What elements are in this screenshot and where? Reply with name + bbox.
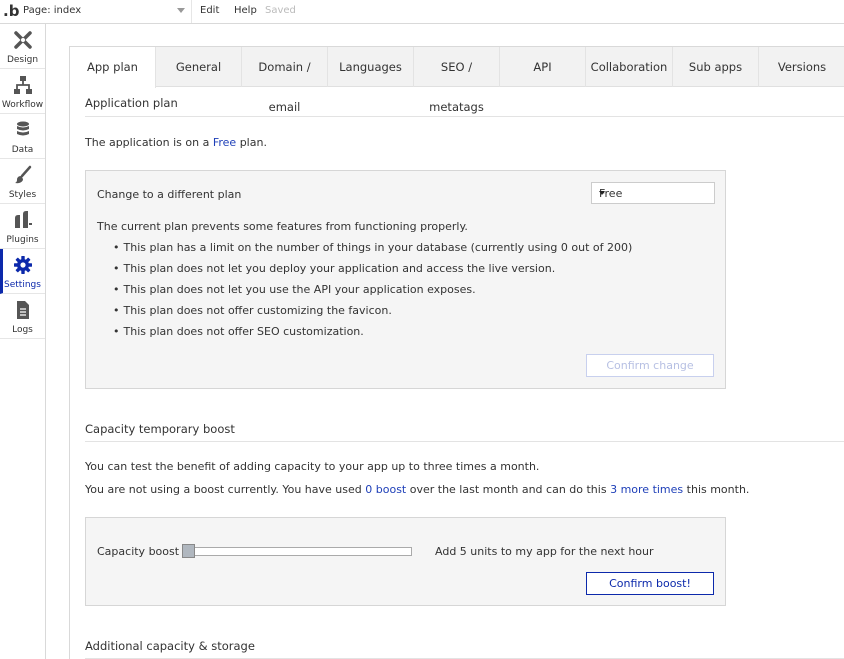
sidebar-item-workflow[interactable] xyxy=(0,69,45,114)
sidebar-item-design[interactable] xyxy=(0,24,45,69)
app-logo[interactable]: .b xyxy=(3,2,20,20)
plan-warning: The current plan prevents some features from functioning properly. xyxy=(97,220,468,233)
divider xyxy=(85,441,844,442)
section-title-capacity-boost: Capacity temporary boost xyxy=(85,422,235,436)
tab-versions[interactable]: Versions xyxy=(777,60,827,74)
change-plan-label: Change to a different plan xyxy=(97,188,242,201)
capacity-boost-box xyxy=(85,517,726,606)
change-plan-box xyxy=(85,170,726,389)
menu-edit[interactable]: Edit xyxy=(200,5,220,16)
sidebar-item-label: Data xyxy=(11,145,34,155)
tab-general[interactable]: General xyxy=(156,47,242,87)
sidebar-item-data[interactable] xyxy=(0,114,45,159)
plan-status-text xyxy=(85,136,267,149)
capacity-boost-label: Capacity boost xyxy=(97,545,180,558)
page-selector[interactable] xyxy=(20,0,192,23)
plan-dropdown[interactable] xyxy=(591,182,715,204)
sidebar-item-logs[interactable] xyxy=(0,294,45,339)
plan-limit-item: • This plan does not let you deploy your application and access the live version. xyxy=(113,262,555,275)
boost-description: Add 5 units to my app for the next hour xyxy=(435,545,654,558)
plan-limit-item: • This plan does not offer SEO customization. xyxy=(113,325,364,338)
sidebar-item-label: Plugins xyxy=(6,235,39,245)
sidebar xyxy=(0,24,46,659)
top-bar xyxy=(0,0,844,24)
tab-collaboration[interactable]: Collaboration xyxy=(586,47,673,87)
plan-limit-item: • This plan does not let you use the API your application exposes. xyxy=(113,283,476,296)
workflow-icon xyxy=(13,75,33,95)
section-title-additional-capacity: Additional capacity & storage xyxy=(85,639,255,653)
menu-help[interactable]: Help xyxy=(234,5,257,16)
boost-info-text: You can test the benefit of adding capacity to your app up to three times a month. xyxy=(85,460,540,473)
plan-status-prefix: The application is on a xyxy=(85,136,213,149)
sidebar-item-label: Logs xyxy=(12,325,33,335)
boost-usage-part: this month. xyxy=(683,483,750,496)
tab-api[interactable]: API xyxy=(500,47,586,87)
plan-limit-item: • This plan does not offer customizing the favicon. xyxy=(113,304,392,317)
sidebar-item-label: Design xyxy=(6,55,39,65)
sidebar-item-plugins[interactable] xyxy=(0,204,45,249)
capacity-slider-track[interactable] xyxy=(182,547,412,556)
plan-dropdown-value: Free xyxy=(599,187,623,200)
tab-languages[interactable]: Languages xyxy=(328,47,414,87)
capacity-slider-handle[interactable] xyxy=(182,544,195,558)
divider xyxy=(85,116,844,117)
tab-domain-email[interactable]: Domain / email xyxy=(242,47,328,87)
confirm-change-button[interactable]: Confirm change xyxy=(586,354,714,377)
plugin-icon xyxy=(13,210,33,230)
section-title-application-plan: Application plan xyxy=(85,96,178,110)
sidebar-item-label: Workflow xyxy=(1,100,44,110)
plan-name-link[interactable]: Free xyxy=(212,136,237,149)
boost-used-link[interactable]: 0 boost xyxy=(365,483,407,496)
boost-usage-part: You are not using a boost currently. You have used xyxy=(85,483,366,496)
brush-icon xyxy=(13,165,33,185)
tab-sub-apps[interactable]: Sub apps xyxy=(673,47,759,87)
document-icon xyxy=(13,300,33,320)
caret-down-icon xyxy=(599,191,605,195)
design-tools-icon xyxy=(13,30,33,50)
database-icon xyxy=(13,120,33,140)
saved-status: Saved xyxy=(265,5,296,16)
plan-limit-item: • This plan has a limit on the number of things in your database (currently using 0 out of 200) xyxy=(113,241,632,254)
plan-status-suffix: plan. xyxy=(236,136,267,149)
boost-usage-text xyxy=(85,483,749,496)
page-selector-label: Page: index xyxy=(23,5,82,16)
gear-icon xyxy=(13,255,33,275)
settings-panel xyxy=(69,46,844,659)
sidebar-item-settings[interactable] xyxy=(0,249,45,294)
confirm-boost-button[interactable]: Confirm boost! xyxy=(586,572,714,595)
chevron-down-icon xyxy=(177,8,185,13)
boost-usage-part: over the last month and can do this xyxy=(406,483,611,496)
sidebar-item-label: Settings xyxy=(4,280,41,290)
boost-remaining-link[interactable]: 3 more times xyxy=(610,483,684,496)
sidebar-item-label: Styles xyxy=(8,190,37,200)
tab-seo-metatags[interactable]: SEO / metatags xyxy=(414,47,500,87)
sidebar-item-styles[interactable] xyxy=(0,159,45,204)
tab-app-plan[interactable]: App plan xyxy=(70,47,156,88)
